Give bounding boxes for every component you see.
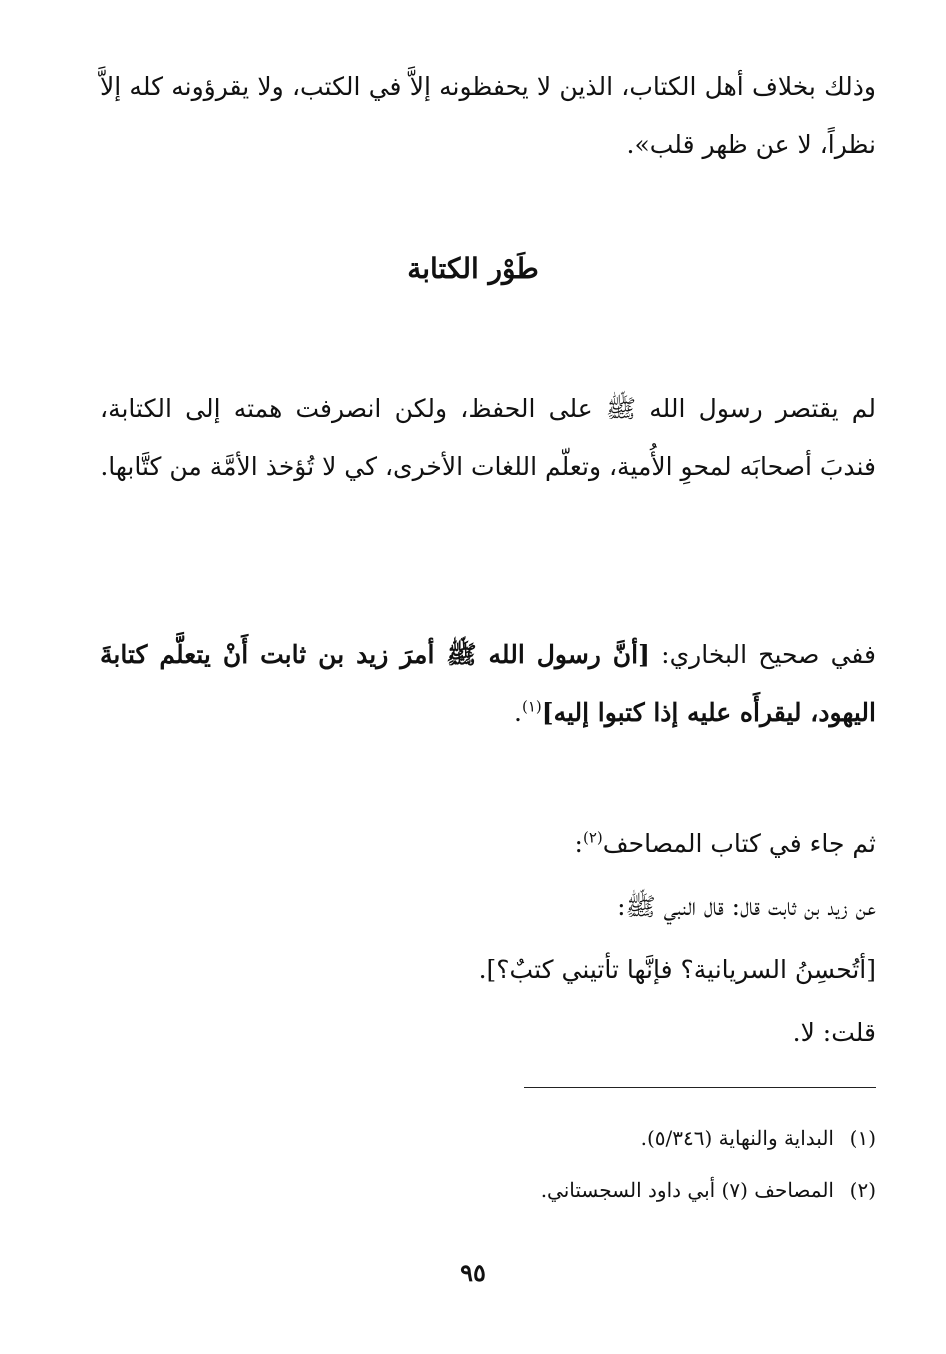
masahif-line-2: عن زيد بن ثابت قال: قال النبي ﷺ:	[617, 892, 876, 921]
writing-paragraph: لم يقتصر رسول الله ﷺ على الحفظ، ولكن انصرفت همته إلى الكتابة، فندبَ أصحابَه لمحوِ الأُمية، وتعلّم اللغات الأخرى، كي لا تُؤخذ الأمَّة من كتَّابها.	[100, 394, 876, 481]
footnote-2	[0, 1176, 876, 1204]
footnote-number: (٢)	[849, 1178, 876, 1202]
page-number: ٩٥	[460, 1258, 486, 1287]
bukhari-lead: ففي صحيح البخاري:	[649, 640, 877, 669]
masahif-line-3: [أتُحسِنُ السريانية؟ فإنَّها تأتيني كتبٌ؟].	[478, 955, 876, 984]
bukhari-quote: [أنَّ رسول الله ﷺ أمرَ زيد بن ثابت أَنْ يتعلَّم كتابةَ اليهود، ليقرأَه عليه إذا كتبوا إليه]	[100, 640, 876, 727]
bukhari-paragraph	[100, 626, 876, 742]
footnote-divider	[524, 1087, 876, 1088]
footnote-1	[0, 1124, 876, 1152]
footnote-ref-1[interactable]: (١)	[521, 697, 542, 716]
intro-paragraph: وذلك بخلاف أهل الكتاب، الذين لا يحفظونه إلاَّ في الكتب، ولا يقرؤونه كله إلاَّ نظراً، لا عن ظهر قلب».	[100, 72, 876, 159]
masahif-line-4: قلت: لا.	[792, 1018, 876, 1047]
bukhari-end: .	[514, 698, 522, 727]
footnote-text: البداية والنهاية (٥/٣٤٦).	[640, 1126, 834, 1150]
masahif-line-1: ثم جاء في كتاب المصاحف$^{(٢)}$:	[574, 828, 876, 858]
footnote-ref-2[interactable]: (٢)	[582, 828, 603, 847]
section-title: طَوْر الكتابة	[407, 252, 539, 285]
footnote-text: المصاحف (٧) أبي داود السجستاني.	[540, 1178, 834, 1202]
footnote-number: (١)	[849, 1126, 876, 1150]
masahif-section	[100, 812, 876, 1064]
